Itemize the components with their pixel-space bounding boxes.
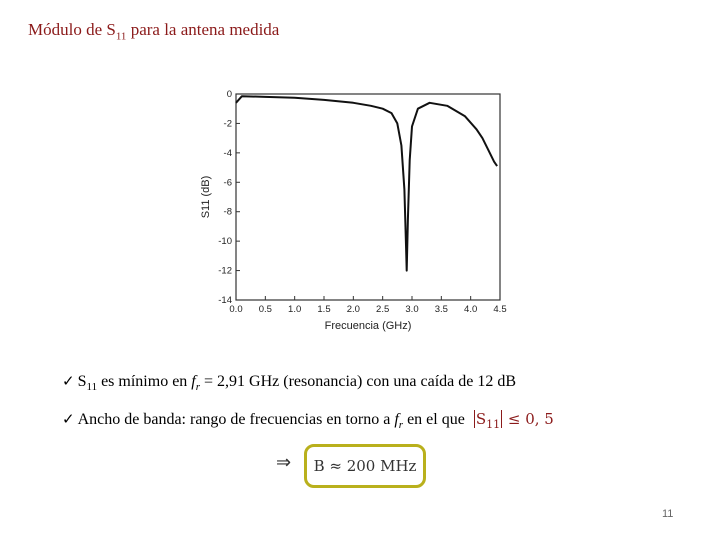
y-tick-label: -2 <box>223 118 232 130</box>
x-axis-label: Frecuencia (GHz) <box>324 320 412 332</box>
chart-series <box>236 96 497 270</box>
slide-title <box>28 20 279 42</box>
bullet-2-part-1: f <box>394 411 399 428</box>
x-tick-label: 0.0 <box>229 304 243 315</box>
y-tick-label: -8 <box>223 206 232 218</box>
title-suffix: para la antena medida <box>126 20 280 39</box>
x-tick-label: 3.0 <box>405 304 419 315</box>
bandwidth-result-box <box>304 444 426 488</box>
bullet-1-part-0: S <box>77 373 87 390</box>
plot-frame <box>236 94 500 300</box>
chart-ticks <box>218 89 506 315</box>
checkmark-icon: ✓ <box>62 410 75 428</box>
title-subscript: 11 <box>115 30 127 43</box>
bullet-1-part-5: = 2,91 GHz (resonancia) con una caída de 12 dB <box>200 373 517 390</box>
y-tick-label: -10 <box>218 236 232 248</box>
s11-chart <box>196 86 512 336</box>
bullet-1-part-2: es mínimo en <box>97 373 192 390</box>
bullet-bandwidth <box>62 410 554 431</box>
bullet-2-part-3: en el que <box>403 411 469 428</box>
x-tick-label: 4.0 <box>464 304 478 315</box>
x-tick-label: 3.5 <box>434 304 448 315</box>
condition-threshold: ≤ 0, 5 <box>507 410 554 428</box>
title-prefix: Módulo de S <box>28 20 116 39</box>
bullet-1-part-3: f <box>191 373 196 390</box>
x-tick-label: 1.5 <box>317 304 331 315</box>
bullet-2-part-2: r <box>398 419 404 432</box>
page-number: 11 <box>662 508 674 520</box>
y-axis-label: S11 (dB) <box>200 175 212 219</box>
x-tick-label: 0.5 <box>258 304 272 315</box>
bullet-1-part-4: r <box>195 381 201 394</box>
x-tick-label: 1.0 <box>288 304 302 315</box>
y-tick-label: -4 <box>223 147 232 159</box>
bullet-2-part-0: Ancho de banda: rango de frecuencias en torno a <box>77 411 395 428</box>
condition-subscript: 11 <box>486 418 501 431</box>
bandwidth-result-text: B ≈ 200 MHz <box>313 457 417 475</box>
bullet-resonance <box>62 372 516 393</box>
x-tick-label: 2.5 <box>376 304 390 315</box>
y-tick-label: -14 <box>218 295 232 306</box>
condition-symbol: S <box>475 410 487 428</box>
y-tick-label: 0 <box>226 89 232 100</box>
bandwidth-condition <box>473 410 554 431</box>
x-tick-label: 4.5 <box>493 304 507 315</box>
y-tick-label: -12 <box>218 265 232 277</box>
implies-arrow: ⇒ <box>276 452 292 473</box>
checkmark-icon: ✓ <box>62 372 75 390</box>
y-tick-label: -6 <box>223 177 232 189</box>
x-tick-label: 2.0 <box>346 304 360 315</box>
chart-axes <box>236 94 500 300</box>
bullet-1-part-1: 11 <box>86 381 98 394</box>
s11-curve <box>236 96 497 270</box>
